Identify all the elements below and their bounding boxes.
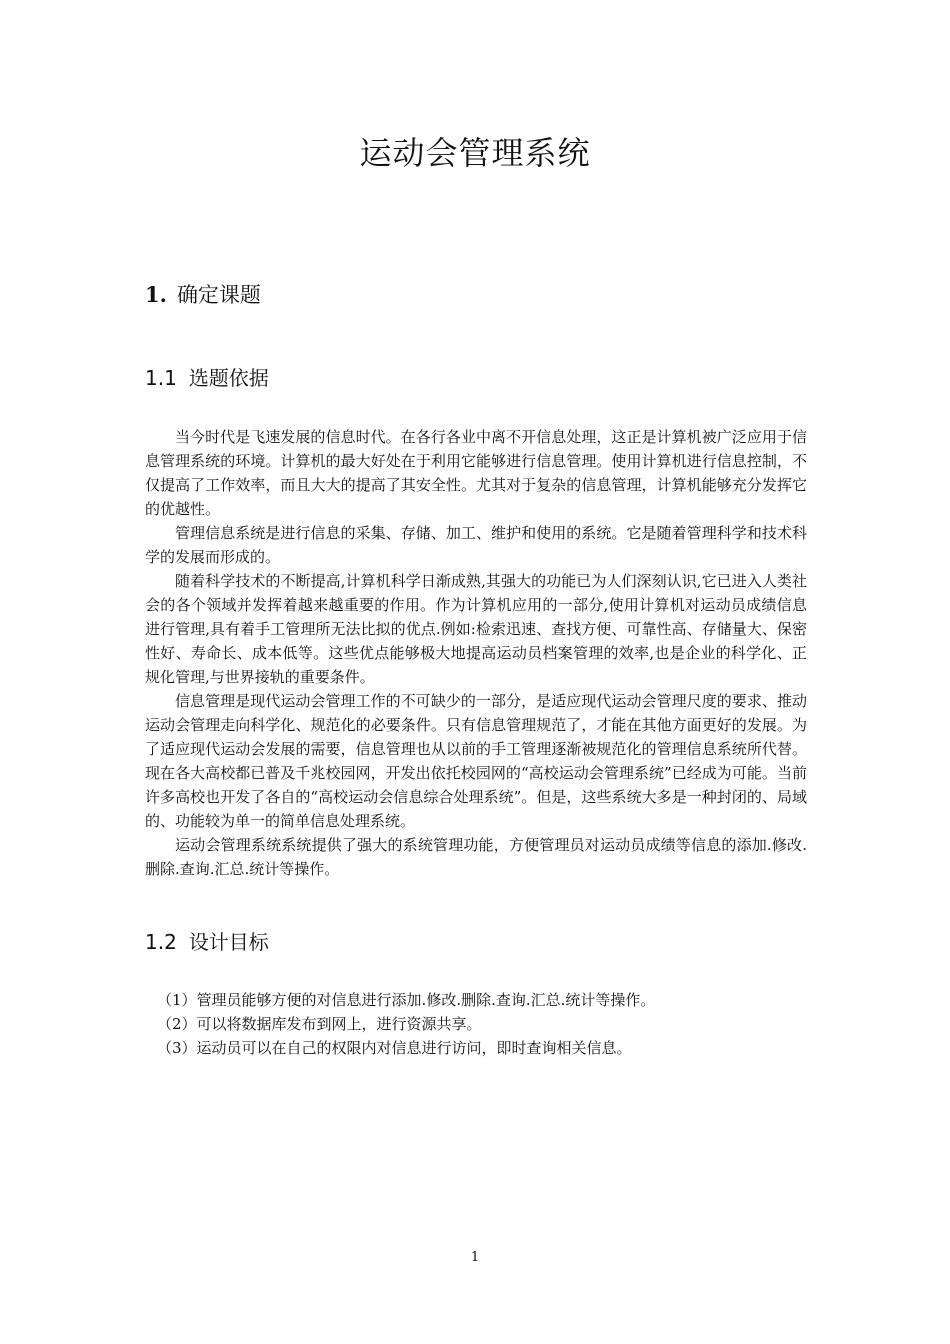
document-title: 运动会管理系统 [359, 134, 591, 172]
list-item: （3）运动员可以在自己的权限内对信息进行访问，即时查询相关信息。 [157, 1039, 632, 1057]
design-goals-list [157, 988, 807, 1060]
paragraph: 信息管理是现代运动会管理工作的不可缺少的一部分，是适应现代运动会管理尺度的要求、推动运动会管理走向科学化、规范化的必要条件。只有信息管理规范了，才能在其他方面更好的发展。为了适应现代运动会发展的需要，信息管理也从以前的手工管理逐渐被规范化的管理信息系统所代替。现在各大高校都已普及千兆校园网，开发出依托校园网的“高校运动会管理系统”已经成为可能。当前许多高校也开发了各自的“高校运动会信息综合处理系统”。但是，这些系统大多是一种封闭的、局域的、功能较为单一的简单信息处理系统。 [145, 692, 807, 830]
subsection-title: 设计目标 [188, 930, 269, 954]
section-number: 1. [145, 282, 167, 307]
subsection-number: 1.1 [145, 366, 177, 390]
subsection-heading-1-2 [145, 926, 269, 955]
subsection-title: 选题依据 [188, 366, 269, 390]
section-heading-1 [145, 279, 261, 309]
paragraph: 运动会管理系统系统提供了强大的系统管理功能，方便管理员对运动员成绩等信息的添加.修改.删除.查询.汇总.统计等操作。 [145, 836, 807, 878]
subsection-number: 1.2 [145, 930, 177, 954]
page-number: 1 [470, 1250, 480, 1265]
list-item: （2）可以将数据库发布到网上，进行资源共享。 [157, 1015, 482, 1033]
subsection-heading-1-1 [145, 362, 269, 391]
paragraph: 当今时代是飞速发展的信息时代。在各行各业中离不开信息处理，这正是计算机被广泛应用于信息管理系统的环境。计算机的最大好处在于利用它能够进行信息管理。使用计算机进行信息控制，不仅提高了工作效率，而且大大的提高了其安全性。尤其对于复杂的信息管理，计算机能够充分发挥它的优越性。 [145, 428, 807, 518]
section-1-1-body [145, 425, 807, 881]
list-item: （1）管理员能够方便的对信息进行添加.修改.删除.查询.汇总.统计等操作。 [157, 991, 656, 1009]
paragraph: 随着科学技术的不断提高,计算机科学日渐成熟,其强大的功能已为人们深刻认识,它已进入人类社会的各个领域并发挥着越来越重要的作用。作为计算机应用的一部分,使用计算机对运动员成绩信息进行管理,具有着手工管理所无法比拟的优点.例如:检索迅速、查找方便、可靠性高、存储量大、保密性好、寿命长、成本低等。这些优点能够极大地提高运动员档案管理的效率,也是企业的科学化、正规化管理,与世界接轨的重要条件。 [145, 572, 807, 686]
section-title: 确定课题 [176, 283, 261, 307]
paragraph: 管理信息系统是进行信息的采集、存储、加工、维护和使用的系统。它是随着管理科学和技术科学的发展而形成的。 [145, 524, 807, 566]
